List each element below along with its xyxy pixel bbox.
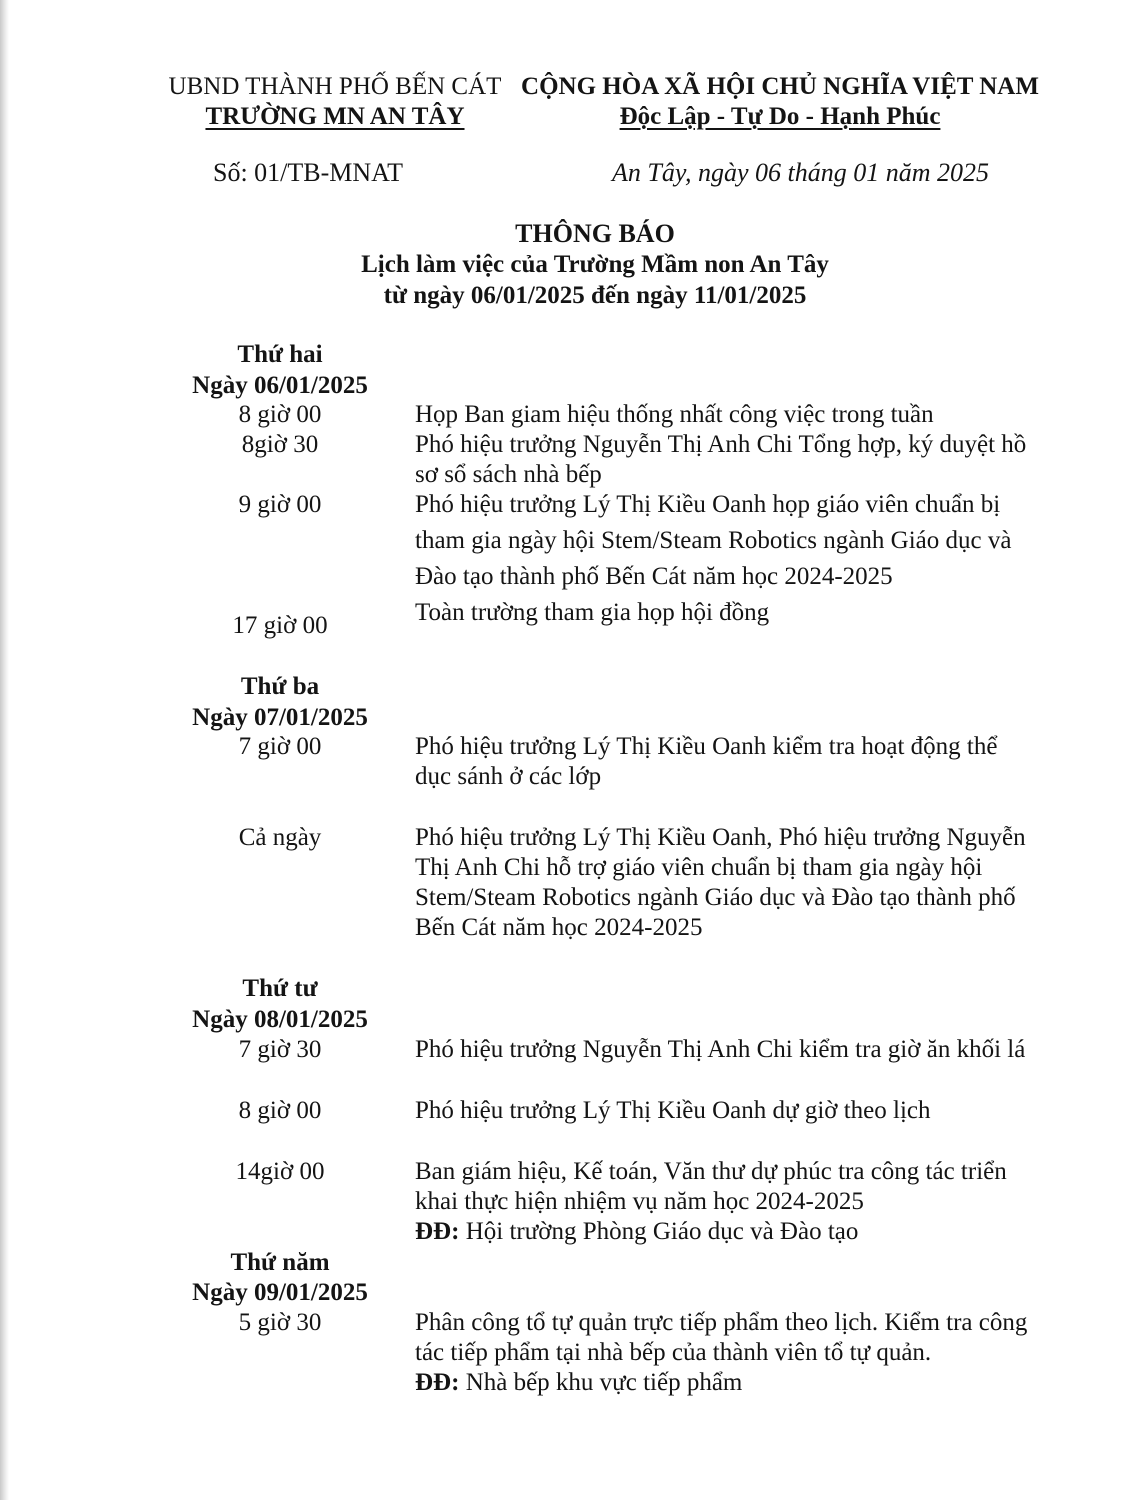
day-date: Ngày 06/01/2025 bbox=[192, 372, 368, 399]
notice-date-range: từ ngày 06/01/2025 đến ngày 11/01/2025 bbox=[383, 282, 807, 309]
schedule-time: 7 giờ 30 bbox=[238, 1036, 322, 1063]
activity-line: Phó hiệu trưởng Lý Thị Kiều Oanh, Phó hiệu trưởng Nguyễn bbox=[415, 824, 1026, 851]
schedule-activity bbox=[415, 823, 1065, 943]
page-edge-shadow bbox=[0, 0, 9, 1500]
activity-line: sơ sổ sách nhà bếp bbox=[415, 461, 602, 488]
schedule-time: 14giờ 00 bbox=[235, 1158, 325, 1185]
location-label: ĐĐ: bbox=[415, 1218, 460, 1245]
day-date: Ngày 07/01/2025 bbox=[192, 704, 368, 731]
activity-line: Phó hiệu trưởng Nguyễn Thị Anh Chi Tổng hợp, ký duyệt hồ bbox=[415, 431, 1027, 458]
activity-line: Phó hiệu trưởng Lý Thị Kiều Oanh họp giáo viên chuẩn bị bbox=[415, 491, 1001, 518]
schedule-activity bbox=[415, 400, 1065, 430]
schedule-activity bbox=[415, 1096, 1065, 1126]
schedule-time: 17 giờ 00 bbox=[232, 612, 328, 639]
schedule-activity bbox=[415, 598, 1065, 628]
schedule-activity bbox=[415, 1308, 1065, 1398]
schedule-time: 9 giờ 00 bbox=[238, 491, 322, 518]
schedule-time: 8 giờ 00 bbox=[238, 1097, 322, 1124]
schedule-activity bbox=[415, 487, 1065, 595]
schedule-activity bbox=[415, 1157, 1065, 1247]
nation-line-2 bbox=[505, 102, 1055, 132]
place-and-date: An Tây, ngày 06 tháng 01 năm 2025 bbox=[612, 158, 989, 187]
activity-line: Phó hiệu trưởng Nguyễn Thị Anh Chi kiểm tra giờ ăn khối lá bbox=[415, 1036, 1026, 1063]
activity-line: Đào tạo thành phố Bến Cát năm học 2024-2025 bbox=[415, 563, 893, 590]
schedule-time: Cả ngày bbox=[238, 824, 322, 851]
org-line-2-text: TRƯỜNG MN AN TÂY bbox=[205, 103, 465, 130]
location-value: Hội trường Phòng Giáo dục và Đào tạo bbox=[459, 1218, 859, 1245]
day-date: Ngày 08/01/2025 bbox=[192, 1006, 368, 1033]
activity-line: Họp Ban giam hiệu thống nhất công việc trong tuần bbox=[415, 401, 934, 428]
day-weekday: Thứ năm bbox=[230, 1249, 330, 1276]
day-weekday: Thứ hai bbox=[237, 341, 323, 368]
activity-line: Thị Anh Chi hỗ trợ giáo viên chuẩn bị tham gia ngày hội bbox=[415, 854, 983, 881]
schedule-time: 7 giờ 00 bbox=[238, 733, 322, 760]
location-value: Nhà bếp khu vực tiếp phẩm bbox=[459, 1369, 743, 1396]
activity-line: Phó hiệu trưởng Lý Thị Kiều Oanh kiểm tra hoạt động thể bbox=[415, 733, 998, 760]
schedule-time: 5 giờ 30 bbox=[238, 1309, 322, 1336]
schedule-activity bbox=[415, 1035, 1065, 1065]
activity-line: Ban giám hiệu, Kế toán, Văn thư dự phúc tra công tác triển bbox=[415, 1158, 1007, 1185]
national-motto bbox=[505, 72, 1055, 132]
activity-line: khai thực hiện nhiệm vụ năm học 2024-2025 bbox=[415, 1188, 864, 1215]
day-weekday: Thứ tư bbox=[242, 975, 318, 1002]
nation-line-1: CỘNG HÒA XÃ HỘI CHỦ NGHĨA VIỆT NAM bbox=[521, 73, 1039, 100]
activity-line: Phân công tổ tự quản trực tiếp phẩm theo lịch. Kiểm tra công bbox=[415, 1309, 1028, 1336]
activity-line: Stem/Steam Robotics ngành Giáo dục và Đào tạo thành phố bbox=[415, 884, 1016, 911]
activity-line: Phó hiệu trưởng Lý Thị Kiều Oanh dự giờ theo lịch bbox=[415, 1097, 931, 1124]
activity-location bbox=[415, 1217, 1065, 1247]
activity-line: tác tiếp phẩm tại nhà bếp của thành viên tổ tự quản. bbox=[415, 1339, 932, 1366]
activity-line: Bến Cát năm học 2024-2025 bbox=[415, 914, 703, 941]
activity-line: tham gia ngày hội Stem/Steam Robotics ngành Giáo dục và bbox=[415, 527, 1012, 554]
nation-line-2-text: Độc Lập - Tự Do - Hạnh Phúc bbox=[619, 103, 941, 130]
day-date: Ngày 09/01/2025 bbox=[192, 1279, 368, 1306]
document-number: Số: 01/TB-MNAT bbox=[213, 158, 403, 187]
schedule-activity bbox=[415, 430, 1065, 490]
activity-line: dục sánh ở các lớp bbox=[415, 763, 602, 790]
notice-subtitle: Lịch làm việc của Trường Mầm non An Tây bbox=[361, 251, 829, 278]
schedule-time: 8giờ 30 bbox=[241, 431, 319, 458]
location-label: ĐĐ: bbox=[415, 1369, 460, 1396]
org-line-1: UBND THÀNH PHỐ BẾN CÁT bbox=[168, 73, 502, 100]
activity-line: Toàn trường tham gia họp hội đồng bbox=[415, 599, 770, 626]
notice-title: THÔNG BÁO bbox=[515, 219, 675, 248]
issuing-organization bbox=[150, 72, 520, 132]
org-line-2 bbox=[150, 102, 520, 132]
schedule-activity bbox=[415, 732, 1065, 792]
schedule-time: 8 giờ 00 bbox=[238, 401, 322, 428]
activity-location bbox=[415, 1368, 1065, 1398]
day-weekday: Thứ ba bbox=[240, 673, 320, 700]
